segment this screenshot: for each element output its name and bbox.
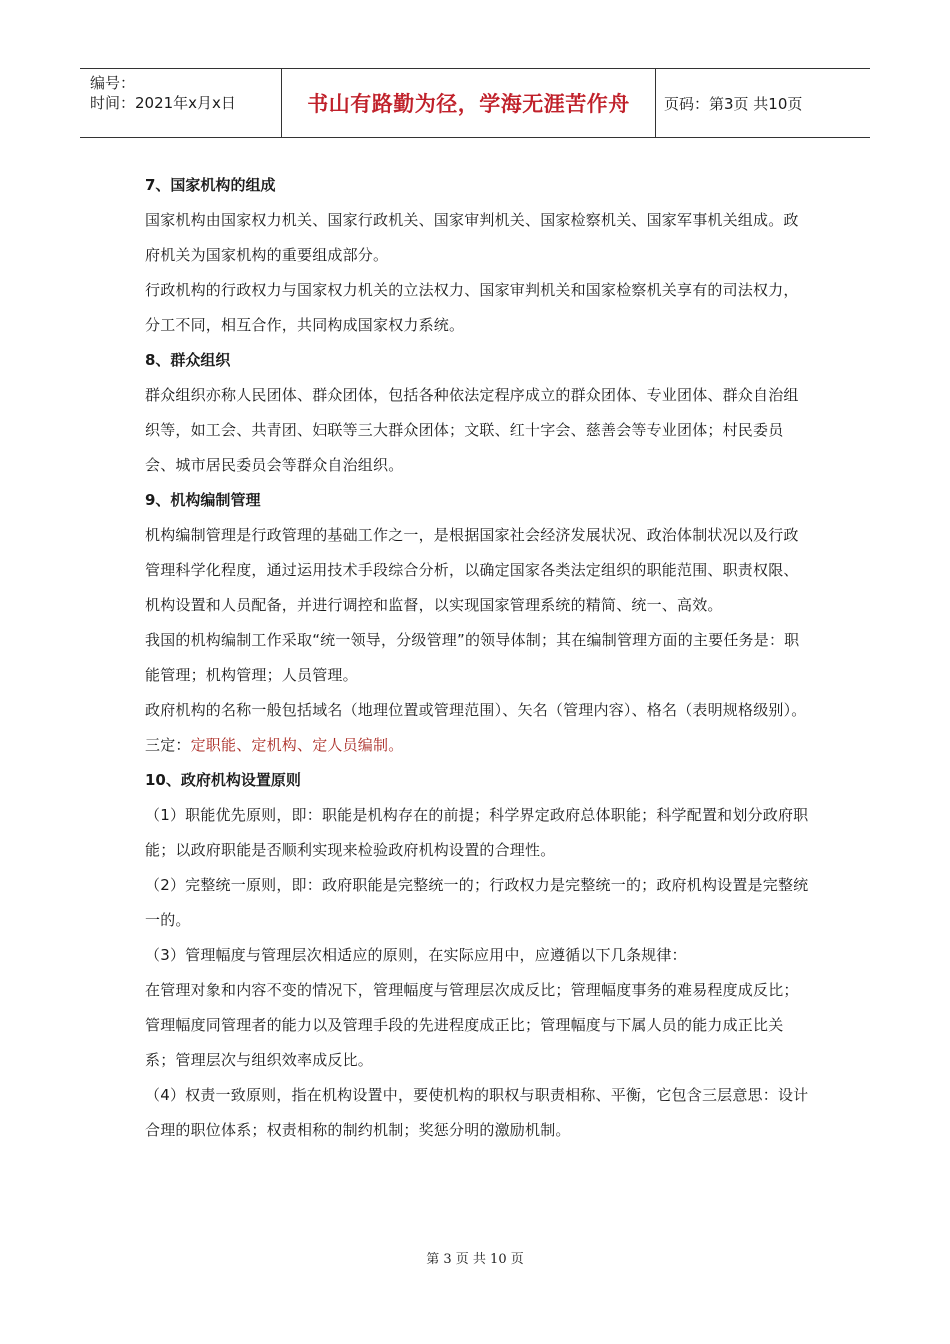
section-heading: 7、国家机构的组成 [145,176,276,194]
three-fixes-paragraph [145,728,810,763]
paragraph: （1）职能优先原则，即：职能是机构存在的前提；科学界定政府总体职能；科学配置和划分政府职能；以政府职能是否顺利实现来检验政府机构设置的合理性。 [145,806,809,859]
time-label: 时间：2021年x月x日 [90,94,236,112]
paragraph: （3）管理幅度与管理层次相适应的原则，在实际应用中，应遵循以下几条规律： [145,946,687,964]
document-header [80,68,870,138]
paragraph: （4）权责一致原则，指在机构设置中，要使机构的职权与职责相称、平衡，它包含三层意思：设计合理的职位体系；权责相称的制约机制；奖惩分明的激励机制。 [145,1086,809,1139]
document-body [145,168,810,1148]
paragraph: 国家机构由国家权力机关、国家行政机关、国家审判机关、国家检察机关、国家军事机关组成。政府机关为国家机构的重要组成部分。 [145,211,799,264]
three-fixes-label: 三定： [145,736,191,754]
paragraph: 政府机构的名称一般包括域名（地理位置或管理范围）、矢名（管理内容）、格名（表明规格级别）。 [145,701,807,719]
section-heading: 9、机构编制管理 [145,491,261,509]
three-fixes-highlight: 定职能、定机构、定人员编制。 [190,736,404,754]
paragraph: 机构编制管理是行政管理的基础工作之一，是根据国家社会经济发展状况、政治体制状况以及行政管理科学化程度，通过运用技术手段综合分析，以确定国家各类法定组织的职能范围、职责权限、机构设置和人员配备，并进行调控和监督，以实现国家管理系统的精简、统一、高效。 [145,526,799,614]
paragraph: 群众组织亦称人民团体、群众团体，包括各种依法定程序成立的群众团体、专业团体、群众自治组织等，如工会、共青团、妇联等三大群众团体；文联、红十字会、慈善会等专业团体；村民委员会、城市居民委员会等群众自治组织。 [145,386,799,474]
header-info-cell [80,69,282,137]
paragraph: 行政机构的行政权力与国家权力机关的立法权力、国家审判机关和国家检察机关享有的司法权力，分工不同，相互合作，共同构成国家权力系统。 [145,281,799,334]
header-motto-cell [282,69,656,137]
serial-label: 编号： [90,74,136,92]
section-heading: 10、政府机构设置原则 [145,771,301,789]
page-footer: 第 3 页 共 10 页 [426,1252,524,1267]
motto-text: 书山有路勤为径，学海无涯苦作舟 [307,92,630,116]
header-page-cell [656,69,870,137]
section-heading: 8、群众组织 [145,351,231,369]
paragraph: 我国的机构编制工作采取“统一领导，分级管理”的领导体制；其在编制管理方面的主要任务是：职能管理；机构管理；人员管理。 [145,631,800,684]
paragraph: 在管理对象和内容不变的情况下，管理幅度与管理层次成反比；管理幅度事务的难易程度成反比；管理幅度同管理者的能力以及管理手段的先进程度成正比；管理幅度与下属人员的能力成正比关系；管理层次与组织效率成反比。 [145,981,799,1069]
paragraph: （2）完整统一原则，即：政府职能是完整统一的；行政权力是完整统一的；政府机构设置是完整统一的。 [145,876,809,929]
page-code: 页码：第3页 共10页 [664,94,803,113]
